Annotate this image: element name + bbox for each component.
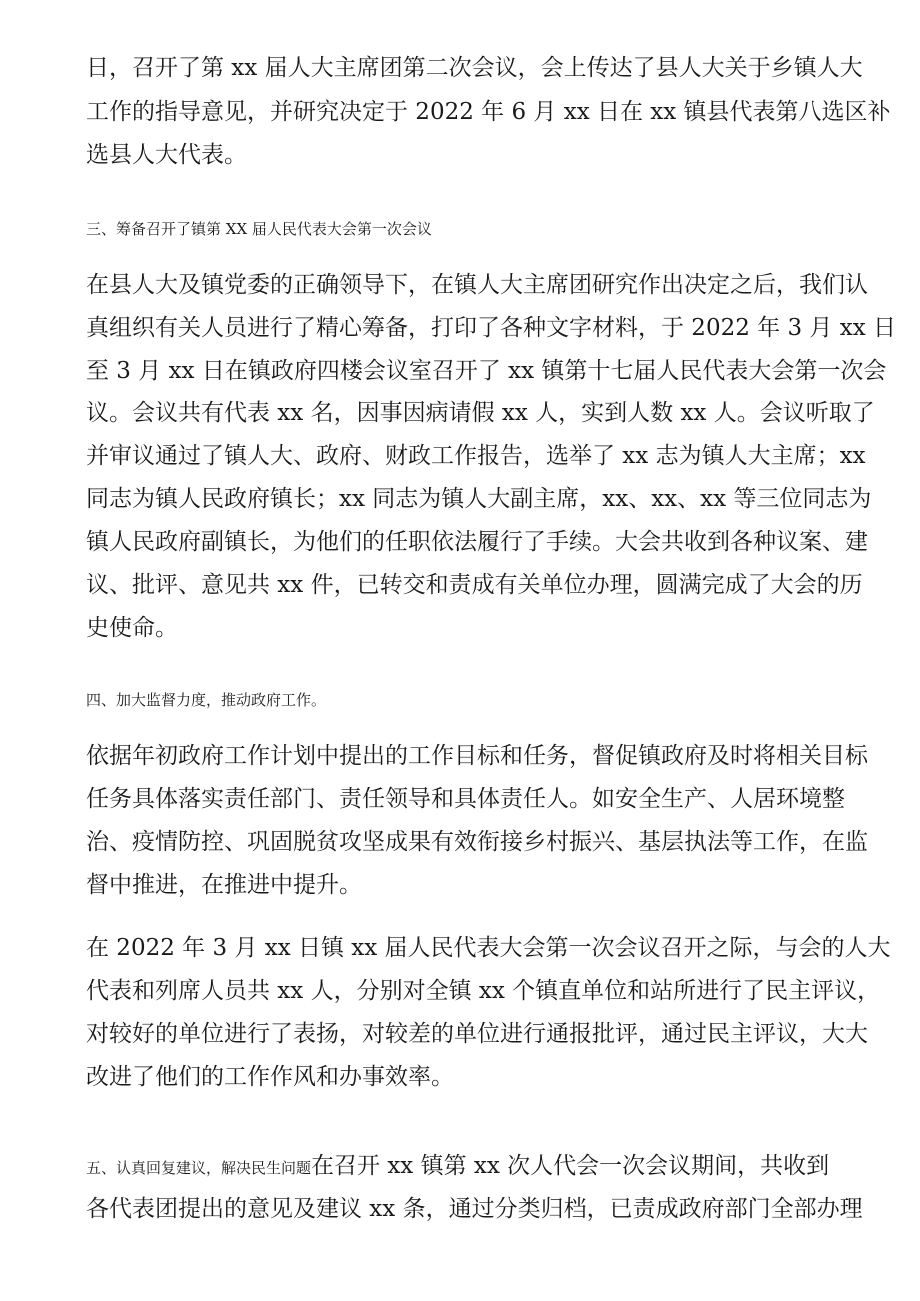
paragraph-intro-line: 选县人大代表。 bbox=[86, 142, 247, 168]
paragraph-4b-line: 对较好的单位进行了表扬，对较差的单位进行通报批评，通过民主评议，大大 bbox=[86, 1021, 868, 1047]
paragraph-4b-line: 改进了他们的工作作风和办事效率。 bbox=[86, 1064, 454, 1090]
paragraph-4b-line: 在 2022 年 3 月 xx 日镇 xx 届人民代表大会第一次会议召开之际，与会的人大 bbox=[86, 935, 891, 961]
paragraph-3-line: 并审议通过了镇人大、政府、财政工作报告，选举了 xx 志为镇人大主席；xx bbox=[86, 443, 866, 469]
paragraph-3-line: 史使命。 bbox=[86, 615, 178, 641]
paragraph-3-line: 议。会议共有代表 xx 名，因事因病请假 xx 人，实到人数 xx 人。会议听取了 bbox=[86, 400, 875, 426]
paragraph-3-line: 至 3 月 xx 日在镇政府四楼会议室召开了 xx 镇第十七届人民代表大会第一次会 bbox=[86, 358, 887, 384]
paragraph-3-line: 同志为镇人民政府镇长；xx 同志为镇人大副主席，xx、xx、xx 等三位同志为 bbox=[86, 486, 872, 512]
paragraph-3-line: 在县人大及镇党委的正确领导下，在镇人大主席团研究作出决定之后，我们认 bbox=[86, 272, 868, 298]
paragraph-4a-line: 治、疫情防控、巩固脱贫攻坚成果有效衔接乡村振兴、基层执法等工作，在监 bbox=[86, 829, 868, 855]
paragraph-3-line: 真组织有关人员进行了精心筹备，打印了各种文字材料，于 2022 年 3 月 xx 日 bbox=[86, 315, 896, 341]
section-heading-3: 三、筹备召开了镇第 XX 届人民代表大会第一次会议 bbox=[86, 220, 432, 238]
paragraph-4b-line: 代表和列席人员共 xx 人，分别对全镇 xx 个镇直单位和站所进行了民主评议， bbox=[86, 978, 881, 1004]
paragraph-4a-line: 依据年初政府工作计划中提出的工作目标和任务，督促镇政府及时将相关目标 bbox=[86, 743, 868, 769]
paragraph-5-text: 在召开 xx 镇第 xx 次人代会一次会议期间，共收到 bbox=[311, 1153, 830, 1179]
paragraph-5-line bbox=[86, 1151, 829, 1183]
paragraph-3-line: 镇人民政府副镇长，为他们的任职依法履行了手续。大会共收到各种议案、建 bbox=[86, 529, 868, 555]
paragraph-5-line: 各代表团提出的意见及建议 xx 条，通过分类归档，已责成政府部门全部办理 bbox=[86, 1196, 863, 1222]
paragraph-4a-line: 督中推进，在推进中提升。 bbox=[86, 872, 362, 898]
paragraph-intro-line: 日，召开了第 xx 届人大主席团第二次会议，会上传达了县人大关于乡镇人大 bbox=[86, 55, 863, 81]
paragraph-4a-line: 任务具体落实责任部门、责任领导和具体责任人。如安全生产、人居环境整 bbox=[86, 786, 845, 812]
paragraph-3-line: 议、批评、意见共 xx 件，已转交和责成有关单位办理，圆满完成了大会的历 bbox=[86, 572, 863, 598]
section-heading-5: 五、认真回复建议，解决民生问题 bbox=[86, 1159, 312, 1177]
section-heading-4: 四、加大监督力度，推动政府工作。 bbox=[86, 691, 327, 709]
paragraph-intro-line: 工作的指导意见，并研究决定于 2022 年 6 月 xx 日在 xx 镇县代表第八选区补 bbox=[86, 99, 891, 125]
